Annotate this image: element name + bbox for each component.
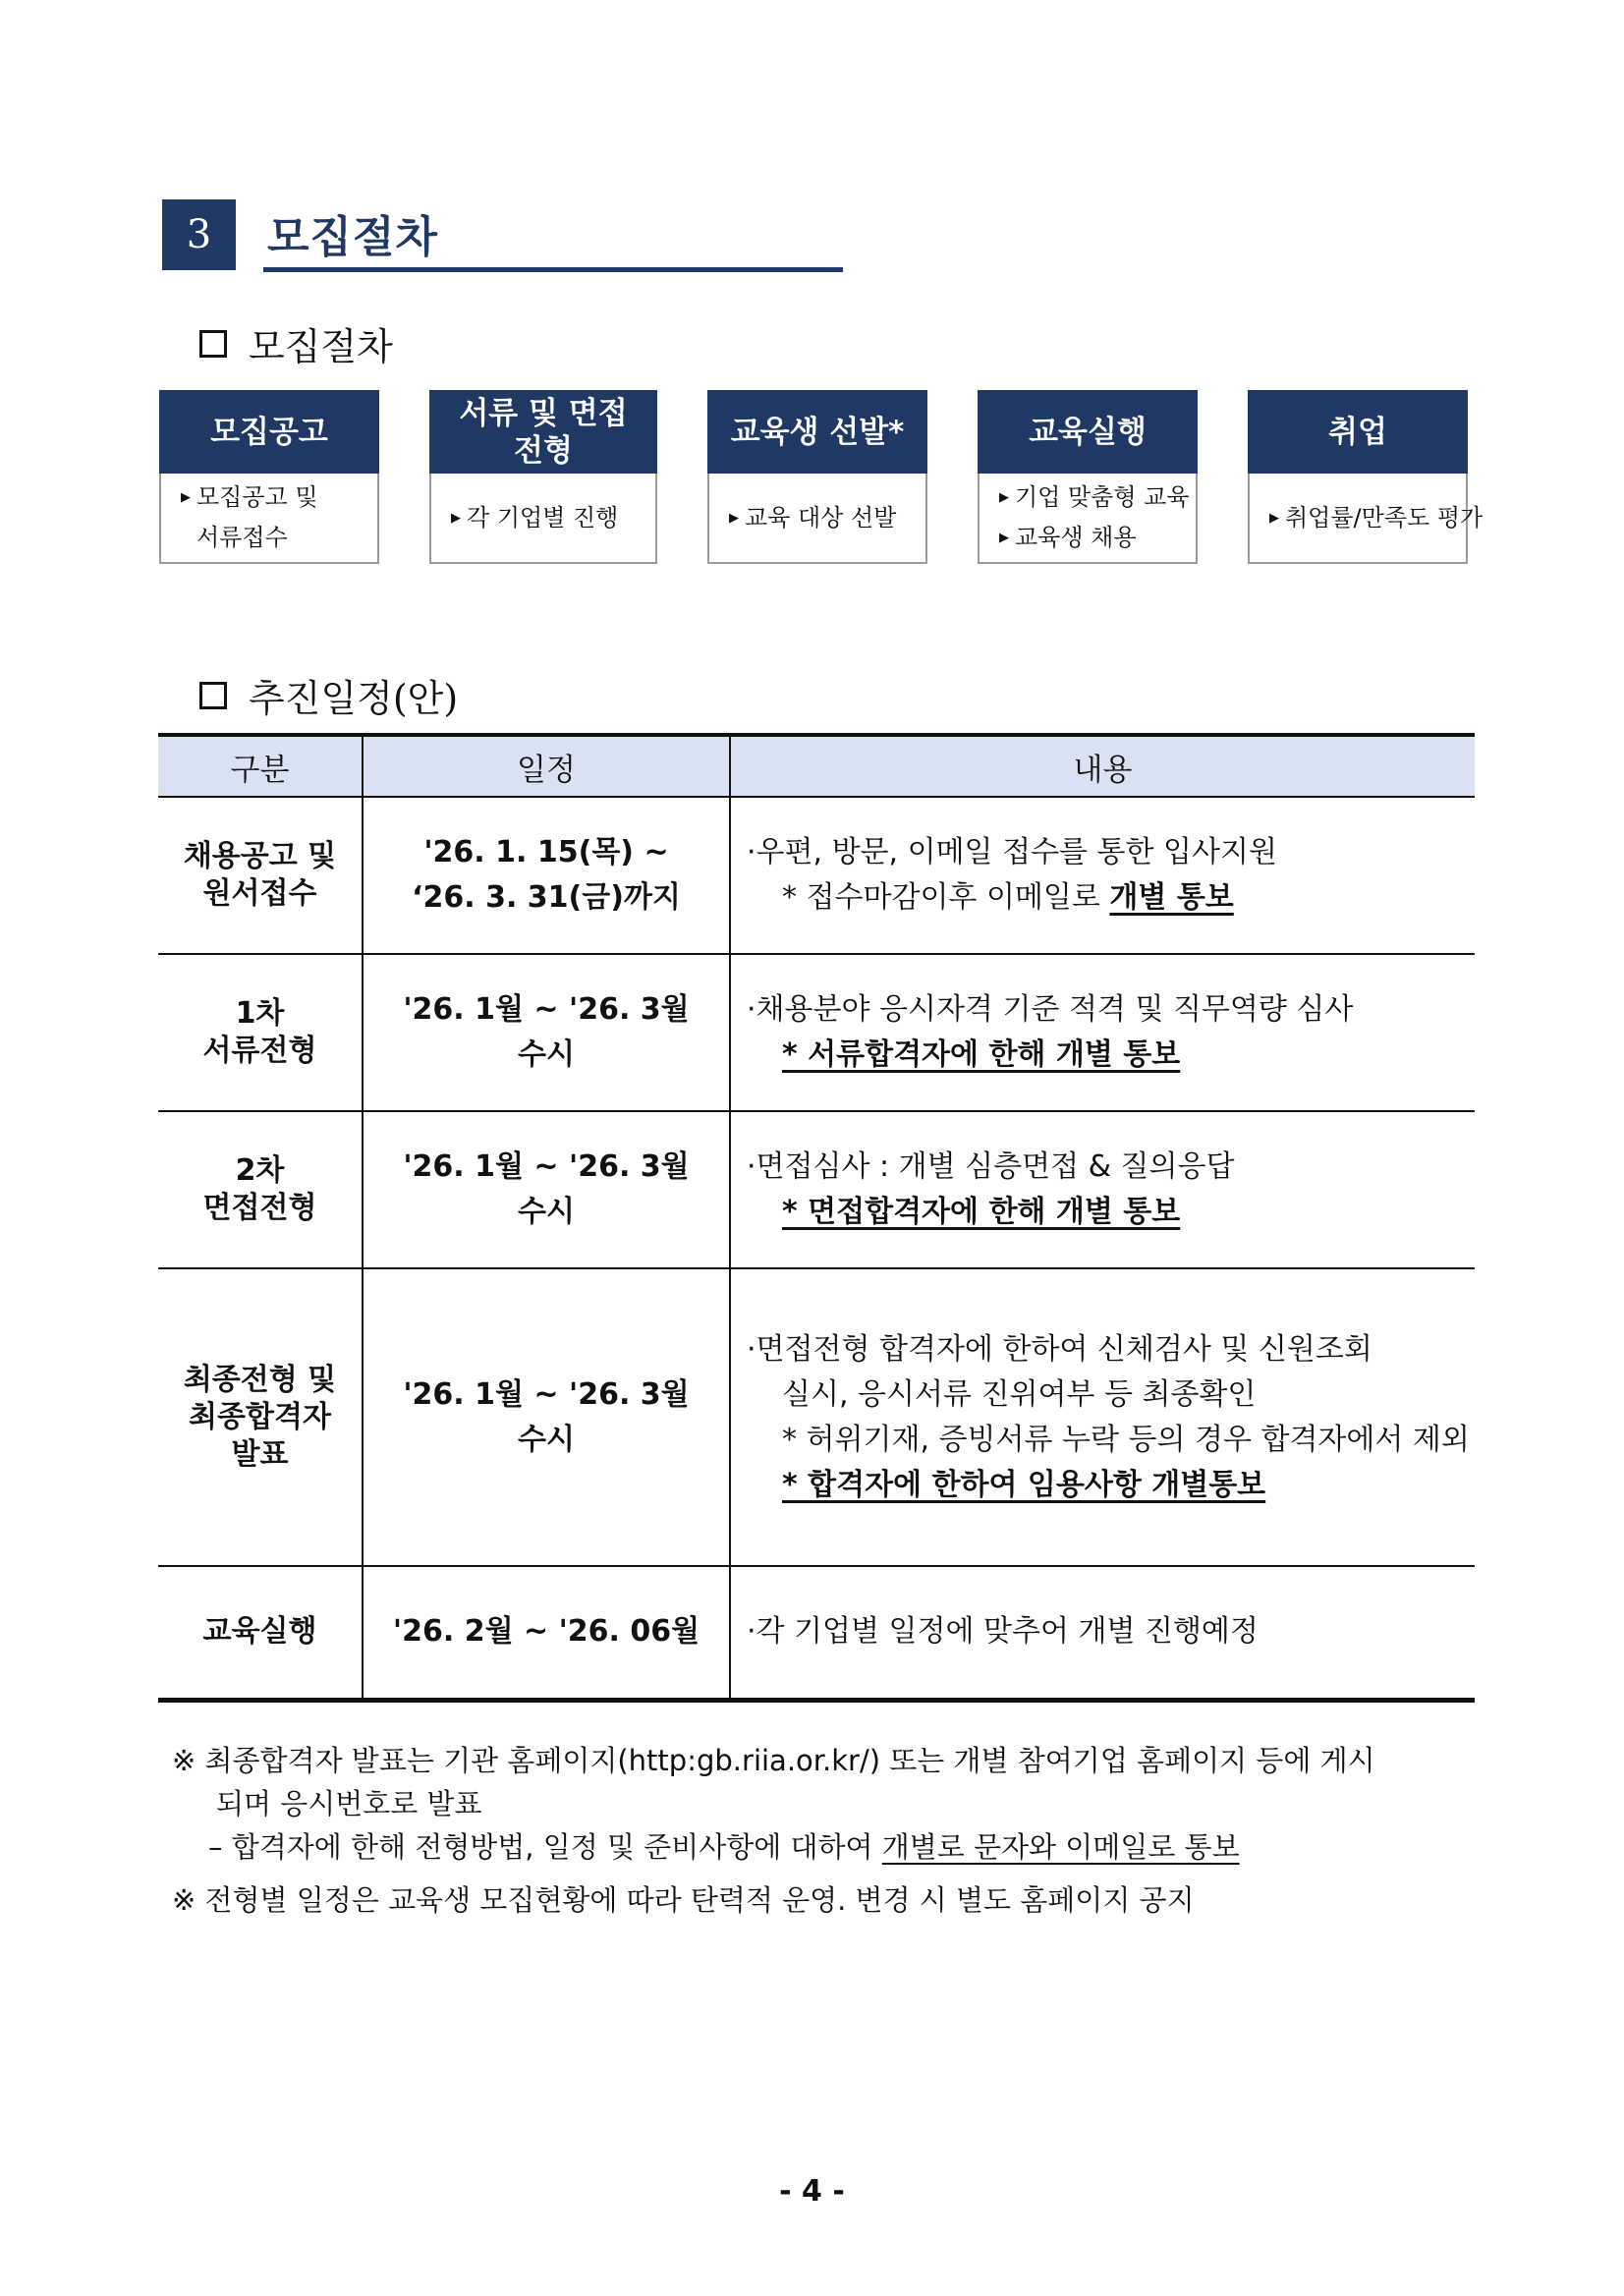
schedule-content-line xyxy=(747,1463,1474,1508)
table-row xyxy=(158,954,1475,1111)
triangle-bullet-icon: ▶ xyxy=(729,510,739,526)
schedule-category: 최종전형 및 최종합격자 발표 xyxy=(158,1268,363,1566)
process-step xyxy=(159,390,379,564)
schedule-date: '26. 2월 ~ '26. 06월 xyxy=(363,1566,730,1700)
schedule-content-text: ·면접심사 : 개별 심층면접 & 질의응답 xyxy=(747,1149,1235,1184)
column-header: 내용 xyxy=(730,735,1475,797)
process-step-body xyxy=(1248,474,1484,564)
column-header: 일정 xyxy=(363,735,730,797)
process-step-item xyxy=(999,477,1190,518)
schedule-table xyxy=(158,733,1475,1703)
process-step-item-text: 교육생 채용 xyxy=(1015,524,1137,551)
triangle-bullet-icon: ▶ xyxy=(999,490,1009,505)
triangle-bullet-icon: ▶ xyxy=(451,510,461,526)
note-announcement-line2: 되며 응시번호로 발표 xyxy=(216,1787,482,1820)
table-row xyxy=(158,1566,1475,1700)
process-step-title: 서류 및 면접 전형 xyxy=(429,390,657,474)
process-step-title: 취업 xyxy=(1248,390,1468,474)
process-step-title: 교육실행 xyxy=(978,390,1198,474)
schedule-date: '26. 1월 ~ '26. 3월 수시 xyxy=(363,954,730,1111)
process-step-body xyxy=(707,474,927,564)
schedule-content-line xyxy=(747,875,1474,921)
process-step-item xyxy=(999,518,1184,558)
column-header: 구분 xyxy=(158,735,363,797)
process-step-item xyxy=(729,498,914,538)
process-step-item-text: 기업 맞춤형 교육 xyxy=(1015,483,1190,511)
schedule-category: 채용공고 및 원서접수 xyxy=(158,797,363,954)
schedule-category: 2차 면접전형 xyxy=(158,1111,363,1268)
process-step-item xyxy=(1269,498,1484,538)
table-header-row xyxy=(158,735,1475,797)
schedule-date: '26. 1. 15(목) ~ ‘26. 3. 31(금)까지 xyxy=(363,797,730,954)
process-step-body xyxy=(159,474,379,564)
section-title: 모집절차 xyxy=(267,212,439,262)
note-announcement-line1: ※ 최종합격자 발표는 기관 홈페이지(http:gb.riia.or.kr/) 또는 개별 참여기업 홈페이지 등에 게시 xyxy=(172,1744,1375,1777)
schedule-content-text: ·면접전형 합격자에 한하여 신체검사 및 신원조회 xyxy=(747,1331,1372,1367)
schedule-date: '26. 1월 ~ '26. 3월 수시 xyxy=(363,1111,730,1268)
process-step-item-text: 서류접수 xyxy=(196,524,288,551)
process-step xyxy=(429,390,657,564)
triangle-bullet-icon: ▶ xyxy=(999,531,1009,545)
process-step-title: 모집공고 xyxy=(159,390,379,474)
schedule-content-text: 실시, 응시서류 진위여부 등 최종확인 xyxy=(782,1376,1257,1412)
process-step-item-text: 교육 대상 선발 xyxy=(745,503,897,532)
schedule-content-text: ·채용분야 응시자격 기준 적격 및 직무역량 심사 xyxy=(747,992,1354,1027)
schedule-content-line xyxy=(747,987,1474,1033)
schedule-heading xyxy=(199,668,458,722)
schedule-content xyxy=(730,954,1475,1111)
process-heading-text: 모집절차 xyxy=(249,325,393,368)
schedule-content-line xyxy=(747,1190,1474,1235)
table-row xyxy=(158,1268,1475,1566)
triangle-bullet-icon: ▶ xyxy=(1269,510,1279,526)
process-step-body xyxy=(978,474,1198,564)
table-row xyxy=(158,1111,1475,1268)
schedule-content xyxy=(730,1111,1475,1268)
process-step-title: 교육생 선발* xyxy=(707,390,927,474)
process-step-item xyxy=(451,498,644,538)
process-heading xyxy=(199,316,393,370)
checkbox-square-icon xyxy=(199,330,227,358)
schedule-heading-text: 추진일정(안) xyxy=(249,677,459,720)
note-schedule-flex: ※ 전형별 일정은 교육생 모집현황에 따라 탄력적 운영. 변경 시 별도 홈페이지 공지 xyxy=(172,1883,1195,1917)
page-number: - 4 - xyxy=(779,2174,845,2209)
schedule-category: 교육실행 xyxy=(158,1566,363,1700)
triangle-bullet-icon: ▶ xyxy=(181,490,191,505)
schedule-content-text: * 허위기재, 증빙서류 누락 등의 경우 합격자에서 제외 xyxy=(782,1422,1470,1457)
process-step xyxy=(978,390,1198,564)
checkbox-square-icon xyxy=(199,682,227,709)
schedule-content xyxy=(730,1566,1475,1700)
schedule-content-text: * 접수마감이후 이메일로 xyxy=(782,880,1110,915)
schedule-content-text: * 서류합격자에 한해 개별 통보 xyxy=(782,1037,1181,1072)
schedule-content-line xyxy=(747,1145,1474,1190)
section-number: 3 xyxy=(162,199,236,270)
schedule-content-line xyxy=(747,1609,1474,1654)
schedule-content-line xyxy=(747,1033,1474,1078)
schedule-category: 1차 서류전형 xyxy=(158,954,363,1111)
note-sub-text: – 합격자에 한해 전형방법, 일정 및 준비사항에 대하여 xyxy=(208,1830,882,1864)
process-step-item xyxy=(181,477,365,518)
schedule-content-line xyxy=(747,1372,1474,1418)
process-step-item-text: 취업률/만족도 평가 xyxy=(1285,503,1484,532)
schedule-content-line xyxy=(747,830,1474,875)
note-sub-underlined: 개별로 문자와 이메일로 통보 xyxy=(881,1830,1240,1864)
schedule-content-text: * 합격자에 한하여 임용사항 개별통보 xyxy=(782,1467,1266,1502)
schedule-content-emphasis: 개별 통보 xyxy=(1109,880,1234,915)
schedule-content xyxy=(730,797,1475,954)
process-step-item xyxy=(181,518,365,558)
schedule-content-text: ·각 기업별 일정에 맞추어 개별 진행예정 xyxy=(747,1614,1259,1650)
table-row xyxy=(158,797,1475,954)
schedule-date: '26. 1월 ~ '26. 3월 수시 xyxy=(363,1268,730,1566)
schedule-content-text: * 면접합격자에 한해 개별 통보 xyxy=(782,1195,1181,1229)
process-step-body xyxy=(429,474,657,564)
process-step xyxy=(1248,390,1484,564)
schedule-content-line xyxy=(747,1418,1474,1463)
section-underline xyxy=(263,267,843,272)
process-step-item-text: 모집공고 및 xyxy=(196,483,318,511)
schedule-content xyxy=(730,1268,1475,1566)
schedule-content-text: ·우편, 방문, 이메일 접수를 통한 입사지원 xyxy=(747,835,1277,869)
note-announcement-sub xyxy=(208,1825,1240,1869)
process-step-item-text: 각 기업별 진행 xyxy=(467,503,619,532)
schedule-content-line xyxy=(747,1327,1474,1372)
process-step xyxy=(707,390,927,564)
